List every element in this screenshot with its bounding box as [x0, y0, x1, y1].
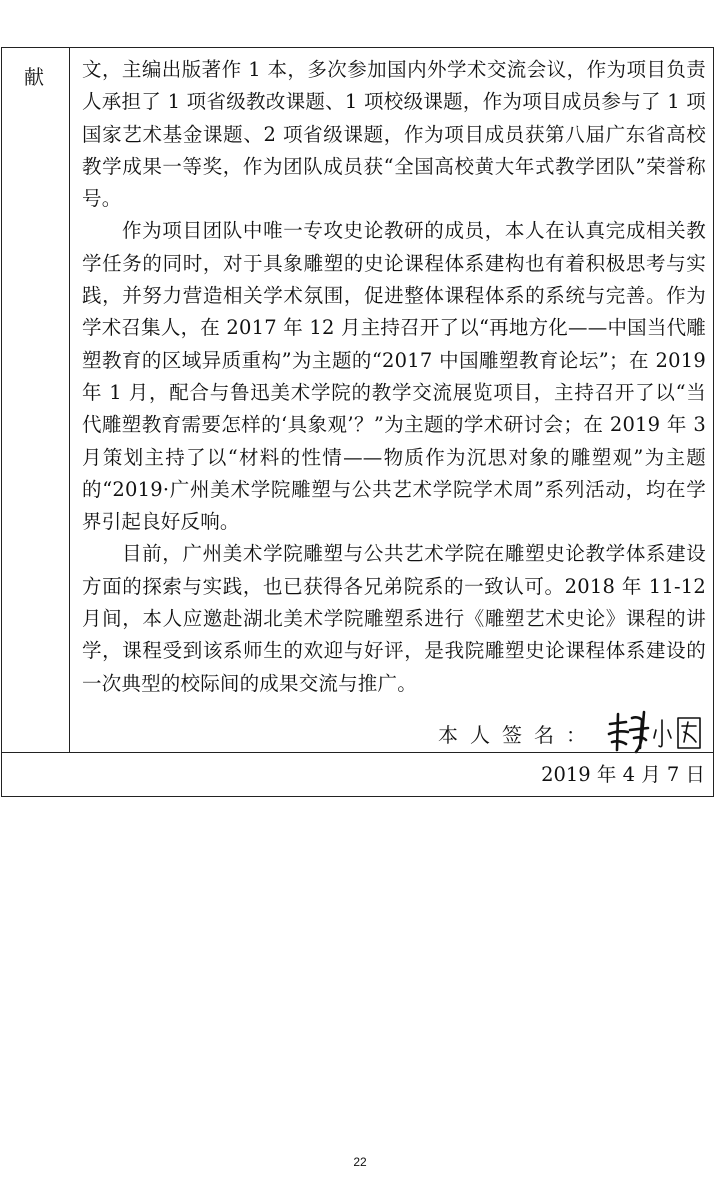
signature-label: 本人签名： — [438, 722, 598, 747]
paragraph-3: 目前，广州美术学院雕塑与公共艺术学院在雕塑史论教学体系建设方面的探索与实践，也已获得各兄弟院系的一致认可。2018 年 11-12 月间，本人应邀赴湖北美术学院雕塑系进行《雕塑艺术史论》课程的讲学，课程受到该系师生的欢迎与好评，是我院雕塑史论课程体系建设的一次典型的校际间的成果交流与推广。 — [82, 542, 706, 695]
handwritten-signature — [604, 710, 704, 756]
page-number: 22 — [353, 1155, 367, 1169]
signature-line — [438, 708, 704, 758]
paragraph-1: 文，主编出版著作 1 本，多次参加国内外学术交流会议，作为项目负责人承担了 1 项省级教改课题、1 项校级课题，作为项目成员参与了 1 项国家艺术基金课题、2 项省级课题，作为项目成员获第八届广东省高校教学成果一等奖，作为团队成员获“全国高校黄大年式教学团队”荣誉称号。 — [82, 58, 706, 211]
row-label: 献 — [24, 65, 44, 89]
row-label-column — [2, 48, 70, 752]
declaration-table — [1, 47, 714, 797]
statement-content — [82, 54, 706, 700]
date-row-divider — [2, 752, 713, 753]
paragraph-2: 作为项目团队中唯一专攻史论教研的成员，本人在认真完成相关教学任务的同时，对于具象雕塑的史论课程体系建构也有着积极思考与实践，并努力营造相关学术氛围，促进整体课程体系的系统与完善。作为学术召集人，在 2017 年 12 月主持召开了以“再地方化——中国当代雕塑教育的区域异质重构”为主题的“2017 中国雕塑教育论坛”；在 2019 年 1 月，配合与鲁迅美术学院的教学交流展览项目，主持召开了以“当代雕塑教育需要怎样的‘具象观’？”为主题的学术研讨会；在 2019 年 3 月策划主持了以“材料的性情——物质作为沉思对象的雕塑观”为主题的“2019·广州美术学院雕塑与公共艺术学院学术周”系列活动，均在学界引起良好反响。 — [82, 219, 706, 534]
signing-date: 2019 年 4 月 7 日 — [541, 763, 705, 786]
